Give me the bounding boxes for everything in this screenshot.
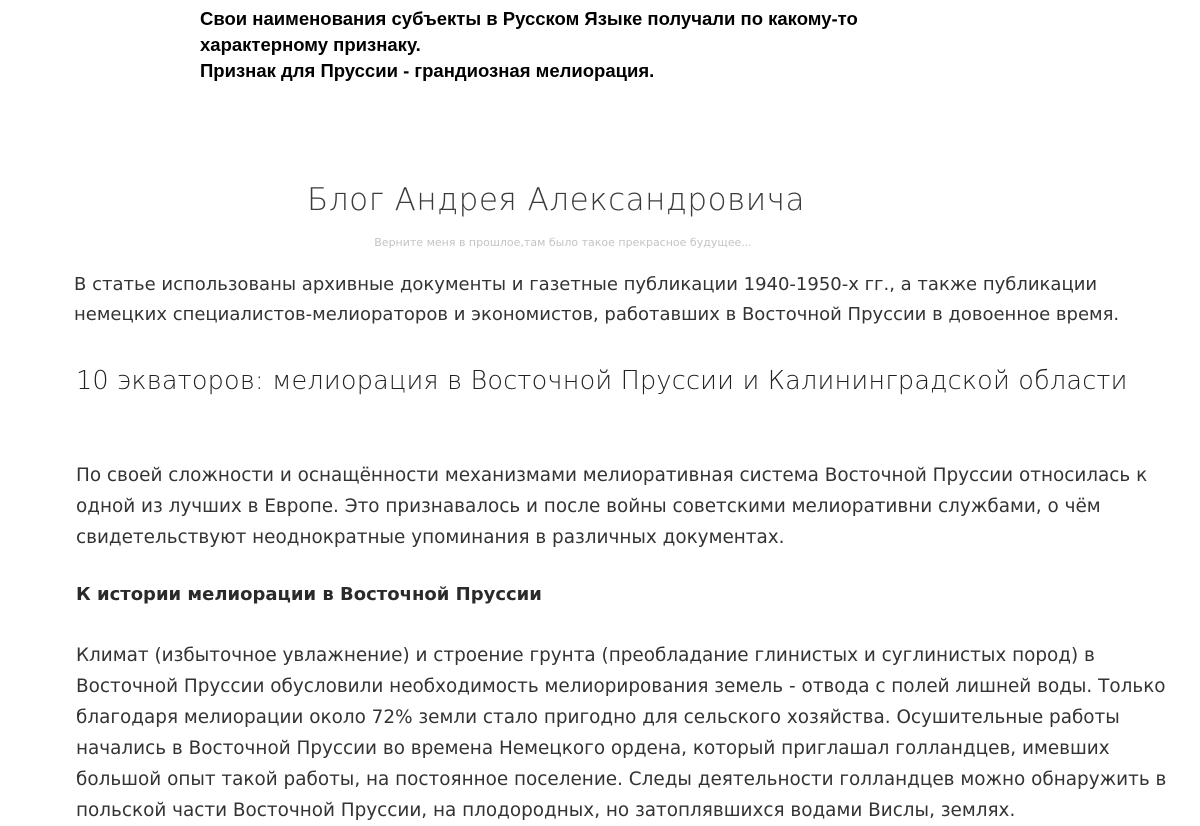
article-paragraph-2	[76, 640, 1186, 826]
paragraph-line: одной из лучших в Европе. Это признавалось и после войны советскими мелиоративни службами, о чём	[76, 496, 1101, 517]
paragraph-line: По своей сложности и оснащённости механизмами мелиоративная система Восточной Пруссии относилась к	[76, 465, 1148, 486]
article-title: 10 экваторов: мелиорация в Восточной Пруссии и Калининградской области	[76, 366, 1128, 396]
paragraph-line: благодаря мелиорации около 72% земли стало пригодно для сельского хозяйства. Осушительные работы	[76, 707, 1120, 728]
paragraph-line: Восточной Пруссии обусловили необходимость мелиорирования земель - отвода с полей лишней воды. Только	[76, 676, 1166, 697]
paragraph-line: польской части Восточной Пруссии, на плодородных, но затоплявшихся водами Вислы, землях.	[76, 800, 1016, 821]
blog-subtitle: Верните меня в прошлое,там было такое прекрасное будущее...	[374, 236, 752, 249]
blog-title[interactable]: Блог Андрея Александровича	[307, 182, 805, 218]
paragraph-line: большой опыт такой работы, на постоянное поселение. Следы деятельности голландцев можно обнаружить в	[76, 769, 1167, 790]
archive-note-line: немецких специалистов-мелиораторов и экономистов, работавших в Восточной Пруссии в довоенное время.	[74, 304, 1120, 325]
paragraph-line: начались в Восточной Пруссии во времена Немецкого ордена, который приглашал голландцев, имевших	[76, 738, 1110, 759]
caption-line: Свои наименования субъекты в Русском Языке получали по какому-то	[200, 8, 858, 29]
archive-note-line: В статье использованы архивные документы и газетные публикации 1940-1950-х гг., а также публикации	[74, 274, 1098, 295]
paragraph-line: свидетельствуют неоднократные упоминания в различных документах.	[76, 527, 785, 548]
paragraph-line: Климат (избыточное увлажнение) и строение грунта (преобладание глинистых и суглинистых пород) в	[76, 645, 1095, 666]
section-heading: К истории мелиорации в Восточной Пруссии	[76, 584, 542, 605]
article-paragraph-1	[76, 460, 1186, 553]
caption-line: Признак для Пруссии - грандиозная мелиорация.	[200, 60, 655, 81]
archive-note	[74, 270, 1184, 330]
caption-text	[200, 6, 1100, 84]
caption-line: характерному признаку.	[200, 34, 421, 55]
